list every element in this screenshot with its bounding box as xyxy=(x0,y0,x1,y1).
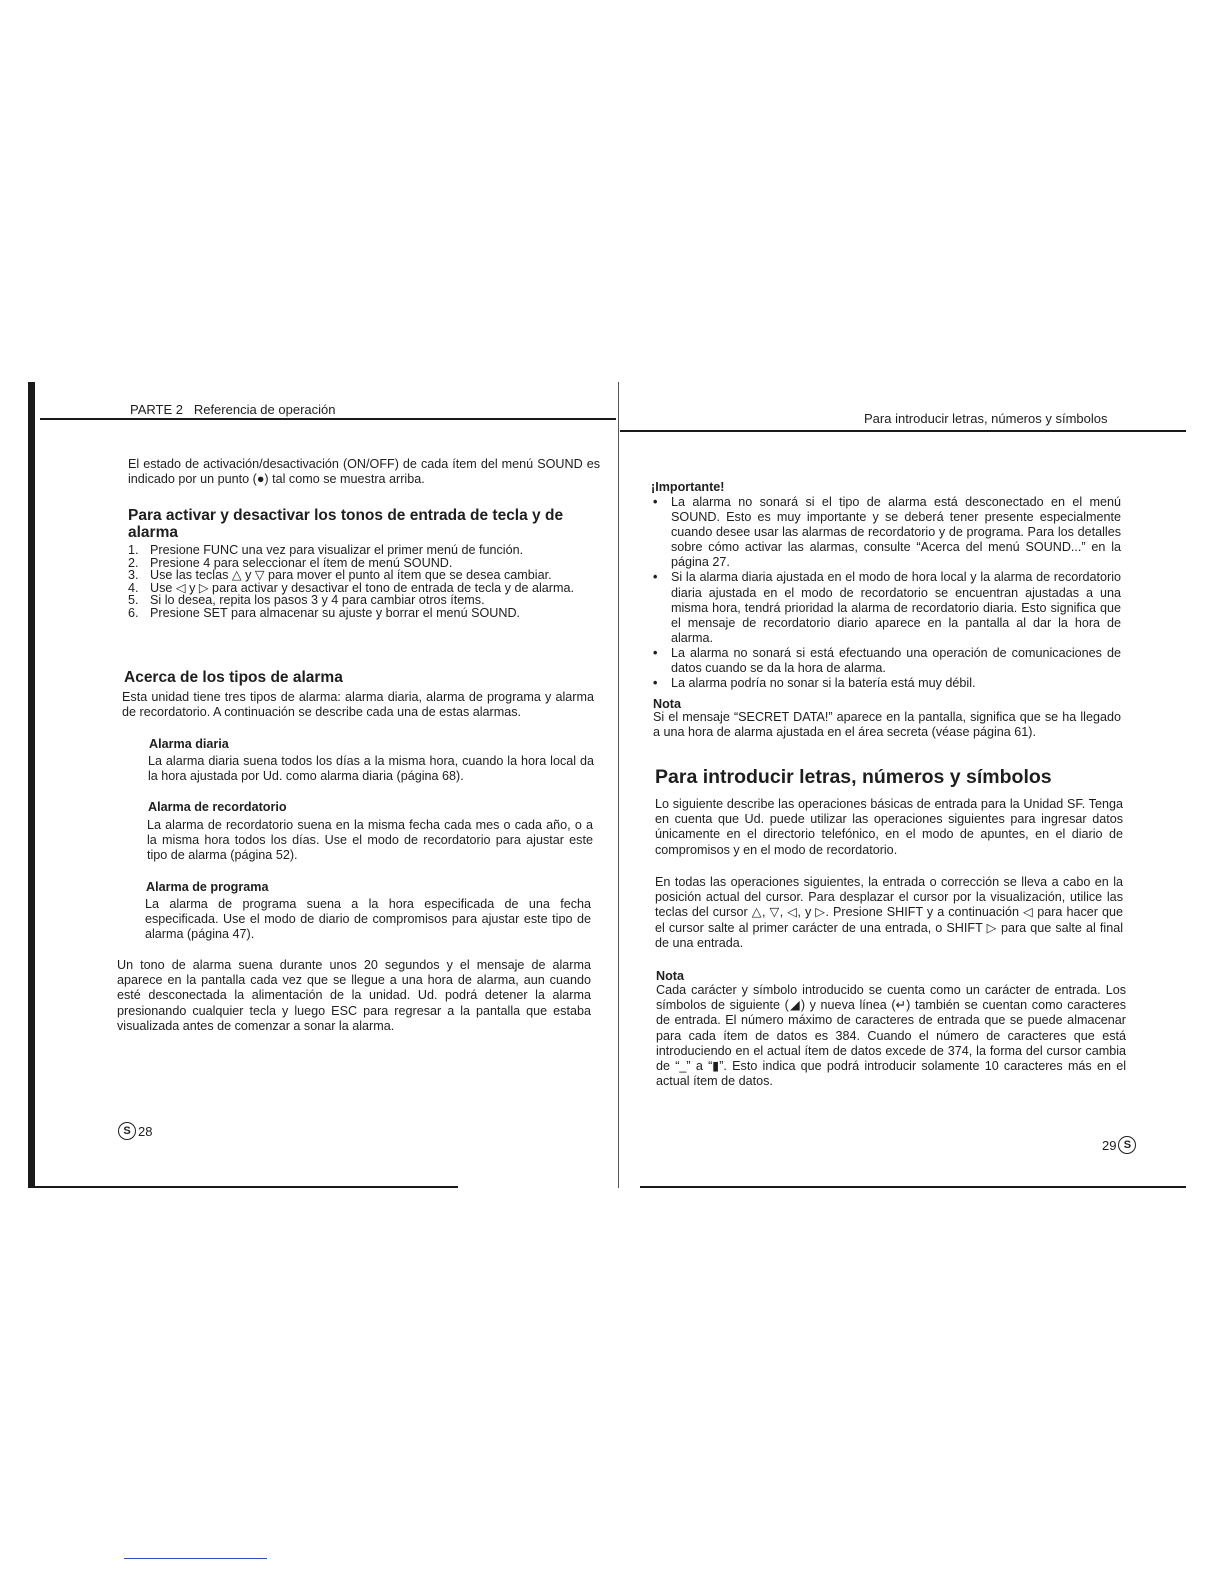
page-number: 28 xyxy=(138,1123,153,1139)
bullet-item: • La alarma no sonará si está efectuando una operación de comunicaciones de datos cuando se da la hora de alarma. xyxy=(653,645,1121,676)
left-page-number xyxy=(118,1122,152,1140)
step-item: 1. Presione FUNC una vez para visualizar el primer menú de función. xyxy=(128,543,524,557)
bullet-item: • La alarma podría no sonar si la batería está muy débil. xyxy=(653,676,976,691)
left-header-rule xyxy=(40,418,616,420)
reminder-alarm-text: La alarma de recordatorio suena en la misma fecha cada mes o cada año, o a la misma hora todos los días. Use el modo de recordatorio para ajustar este tipo de alarma (página 52). xyxy=(147,818,593,863)
program-alarm-text: La alarma de programa suena a la hora especificada de una fecha especificada. Use el modo de diario de compromisos para ajustar este tipo de alarma (página 47). xyxy=(145,897,591,942)
alarm-types-intro: Esta unidad tiene tres tipos de alarma: alarma diaria, alarma de programa y alarma de recordatorio. A continuación se describe cada una de estas alarmas. xyxy=(122,690,594,720)
activate-heading: Para activar y desactivar los tonos de entrada de tecla y de alarma xyxy=(128,507,564,541)
bullet-item: • Si la alarma diaria ajustada en el modo de hora local y la alarma de recordatorio diaria ajustada en el modo de recordatorio se encuentran ajustadas a una misma hora, tendrá prioridad la alarma de recordatorio diaria. Esto significa que el mensaje de recordatorio diario aparece en la pantalla al dar la hora de alarma. xyxy=(653,570,1121,645)
note-title: Nota xyxy=(653,697,681,711)
closing-paragraph: Un tono de alarma suena durante unos 20 segundos y el mensaje de alarma aparece en la pantalla cada vez que se llegue a una hora de alarma, aun cuando esté desconectada la alimentación de la unidad. Ud. podrá detener la alarma presionando cualquier tecla y luego ESC para regresar a la pantalla que estaba visualizada antes de comenzar a sonar la alarma. xyxy=(117,958,591,1033)
steps-list xyxy=(128,544,598,620)
left-bottom-rule xyxy=(28,1186,458,1188)
step-item: 6. Presione SET para almacenar su ajuste y borrar el menú SOUND. xyxy=(128,605,521,620)
step-item: 4. Use ◁ y ▷ para activar y desactivar el tono de entrada de tecla y de alarma. xyxy=(128,580,574,595)
secret-data-note: Si el mensaje “SECRET DATA!” aparece en la pantalla, significa que se ha llegado a una hora de alarma ajustada en el área secreta (véase página 61). xyxy=(653,710,1121,740)
daily-alarm-text: La alarma diaria suena todos los días a la misma hora, cuando la hora local da la hora ajustada por Ud. como alarma diaria (página 68). xyxy=(148,754,594,784)
right-header-rule xyxy=(620,430,1186,432)
program-alarm-title: Alarma de programa xyxy=(146,880,269,894)
language-s-icon: S xyxy=(118,1122,136,1140)
left-margin-bar xyxy=(28,382,35,1188)
input-limit-note: Cada carácter y símbolo introducido se cuenta como un carácter de entrada. Los símbolos de siguiente (◢) y nueva línea (↵) también se cuentan como caracteres de entrada. El número máximo de caracteres de entrada que se puede almacenar para cada ítem de datos es 384. Cuando el número de caracteres que está introduciendo en el actual ítem de datos excede de 374, la forma del cursor cambia de “_” a “▮”. Esto indica que podrá introducir solamente 10 caracteres más en el actual ítem de datos. xyxy=(656,983,1126,1089)
right-page-number xyxy=(1102,1136,1136,1154)
center-gutter-line xyxy=(618,382,619,1188)
right-page-header: Para introducir letras, números y símbolos xyxy=(864,411,1108,426)
intro-paragraph: El estado de activación/desactivación (ON/OFF) de cada ítem del menú SOUND es indicado por un punto (●) tal como se muestra arriba. xyxy=(128,457,600,487)
important-title: ¡Importante! xyxy=(651,480,725,494)
right-bottom-rule xyxy=(640,1186,1186,1188)
important-bullets xyxy=(651,479,1121,691)
daily-alarm-title: Alarma diaria xyxy=(149,737,229,751)
section-label: Referencia de operación xyxy=(193,402,336,417)
bullet-icon: • xyxy=(653,570,658,585)
input-paragraph-1: Lo siguiente describe las operaciones básicas de entrada para la Unidad SF. Tenga en cuenta que Ud. puede utilizar las operaciones siguientes para ingresar datos únicamente en el directorio telefónico, en el modo de apuntes, en el diario de compromisos y en el modo de recordatorio. xyxy=(655,797,1123,857)
input-section-heading: Para introducir letras, números y símbolos xyxy=(655,766,1052,788)
footer-link-line xyxy=(124,1558,267,1559)
left-page-header xyxy=(130,402,335,417)
bullet-icon: • xyxy=(653,676,658,691)
step-item: 2. Presione 4 para seleccionar el ítem de menú SOUND. xyxy=(128,555,453,570)
alarm-types-heading: Acerca de los tipos de alarma xyxy=(124,669,343,686)
step-item: 5. Si lo desea, repita los pasos 3 y 4 para cambiar otros ítems. xyxy=(128,593,485,608)
bullet-item: • La alarma no sonará si el tipo de alarma está desconectado en el menú SOUND. Esto es muy importante y se deberá tener presente especialmente cuando desee usar las alarmas de recordatorio y de programa. Para los detalles sobre cómo activar las alarmas, consulte “Acerca del menú SOUND...” en la página 27. xyxy=(653,495,1121,570)
input-paragraph-2: En todas las operaciones siguientes, la entrada o corrección se lleva a cabo en la posición actual del cursor. Para desplazar el cursor por la visualización, utilice las teclas del cursor △, ▽, ◁, y ▷. Presione SHIFT y a continuación ◁ para hacer que el cursor salte al primer carácter de una entrada, o SHIFT ▷ para que salte al final de una entrada. xyxy=(655,875,1123,950)
reminder-alarm-title: Alarma de recordatorio xyxy=(148,800,287,814)
step-item: 3. Use las teclas △ y ▽ para mover el punto al ítem que se desea cambiar. xyxy=(128,568,552,583)
bullet-icon: • xyxy=(653,645,658,660)
note-title: Nota xyxy=(656,969,684,983)
page-number: 29 xyxy=(1102,1137,1117,1153)
language-s-icon: S xyxy=(1118,1136,1136,1154)
bullet-icon: • xyxy=(653,495,658,509)
part-label: PARTE 2 xyxy=(130,402,183,417)
